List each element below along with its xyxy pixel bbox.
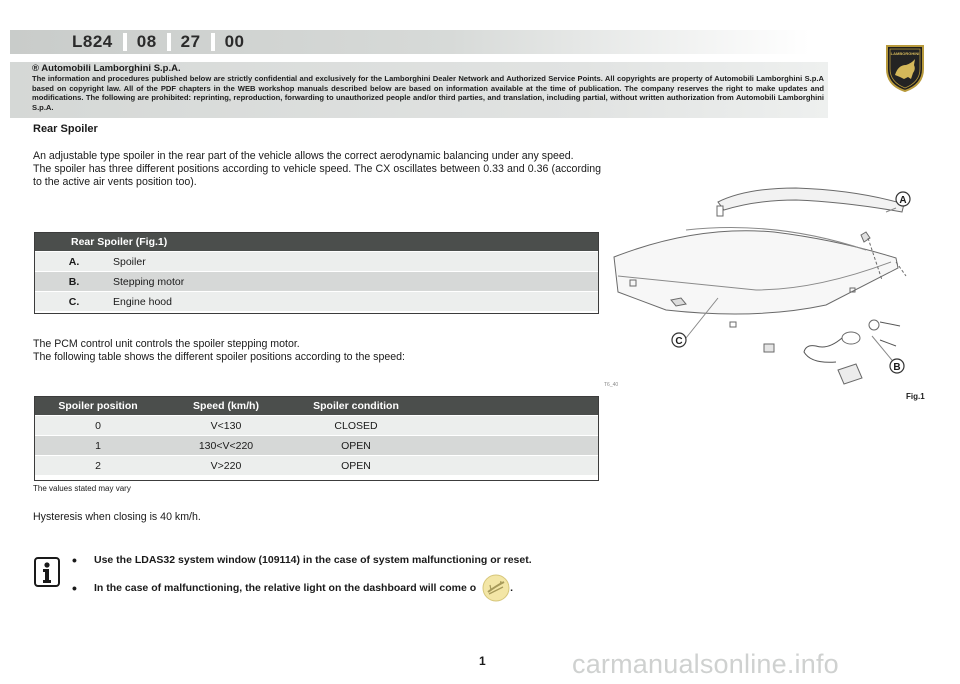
logo-text: LAMBORGHINI bbox=[890, 51, 920, 56]
bullet-dot: • bbox=[72, 580, 77, 596]
column-header-condition: Spoiler condition bbox=[313, 400, 399, 412]
hysteresis-text: Hysteresis when closing is 40 km/h. bbox=[33, 511, 201, 523]
label-a: A bbox=[899, 195, 907, 206]
label-b: B bbox=[893, 362, 901, 373]
intro-line-2: The spoiler has three different positions according to vehicle speed. The CX oscillates between 0.33 and 0.36 (according to the active air vents position too). bbox=[33, 163, 601, 188]
page-number: 1 bbox=[479, 654, 486, 668]
cell-position: 1 bbox=[95, 439, 101, 452]
intro-line-1: An adjustable type spoiler in the rear part of the vehicle allows the correct aerodynamic balancing under any speed. bbox=[33, 150, 574, 162]
pcm-line-2: The following table shows the different spoiler positions according to the speed: bbox=[33, 351, 405, 363]
code-model: L824 bbox=[72, 32, 113, 51]
cell-speed: V<130 bbox=[210, 419, 242, 432]
spoiler-warning-light-icon bbox=[482, 574, 510, 602]
rear-spoiler-figure bbox=[606, 180, 926, 390]
speed-table bbox=[34, 396, 599, 481]
label-c: C bbox=[675, 336, 683, 347]
code-procedure: 00 bbox=[224, 32, 245, 51]
intro-paragraph bbox=[33, 150, 601, 189]
parts-table-title: Rear Spoiler (Fig.1) bbox=[71, 236, 168, 248]
pcm-line-1: The PCM control unit controls the spoiler stepping motor. bbox=[33, 338, 300, 350]
part-description: Stepping motor bbox=[113, 275, 185, 288]
code-separator bbox=[211, 33, 215, 51]
part-description: Spoiler bbox=[113, 255, 146, 268]
copyright-title: ® Automobili Lamborghini S.p.A. bbox=[32, 63, 181, 74]
watermark: carmanualsonline.info bbox=[572, 649, 839, 679]
table-row bbox=[35, 291, 598, 311]
column-header-speed: Speed (km/h) bbox=[193, 400, 259, 412]
bullet-text: Use the LDAS32 system window (109114) in the case of system malfunctioning or reset. bbox=[94, 554, 532, 566]
cell-condition: OPEN bbox=[341, 439, 371, 452]
pcm-paragraph bbox=[33, 338, 405, 364]
part-letter: A. bbox=[68, 255, 80, 268]
bullet-text-end: . bbox=[510, 582, 514, 594]
lamborghini-shield-logo bbox=[882, 43, 928, 93]
info-icon bbox=[34, 557, 60, 587]
copyright-text: The information and procedures published below are strictly confidential and exclusively for the Lamborghini Dealer Network and Authorized Service Points. All copyrights are property of Automobili Lamborghini S.p.A based on copyright law. All of the PDF chapters in the WEB workshop manuals described below are based on information available at the time of publication. The company reserves the right to make updates and modifications. The following are prohibited: reprinting, reproduction, forwarding to unauthorized people and/or third parties, and translation, including partial, without written authorization from Automobili Lamborghini S.p.A. bbox=[32, 74, 824, 112]
column-header-position: Spoiler position bbox=[58, 400, 138, 412]
section-title: Rear Spoiler bbox=[33, 123, 98, 135]
cell-condition: OPEN bbox=[341, 459, 371, 472]
values-note: The values stated may vary bbox=[33, 484, 131, 493]
table-row bbox=[35, 271, 598, 291]
cell-speed: V>220 bbox=[210, 459, 242, 472]
table-row bbox=[35, 435, 598, 455]
list-item bbox=[72, 552, 532, 568]
code-group: 08 bbox=[136, 32, 157, 51]
figure-caption: Fig.1 bbox=[906, 392, 925, 401]
list-item bbox=[72, 580, 532, 596]
parts-table-header bbox=[35, 233, 598, 251]
table-row bbox=[35, 415, 598, 435]
part-letter: C. bbox=[68, 295, 80, 308]
document-codes bbox=[72, 31, 245, 53]
cell-position: 0 bbox=[95, 419, 101, 432]
part-description: Engine hood bbox=[113, 295, 172, 308]
cell-position: 2 bbox=[95, 459, 101, 472]
table-row bbox=[35, 455, 598, 475]
table-row bbox=[35, 251, 598, 271]
speed-table-header bbox=[35, 397, 598, 415]
info-bullets bbox=[72, 552, 532, 608]
cell-speed: 130<V<220 bbox=[198, 439, 254, 452]
code-separator bbox=[167, 33, 171, 51]
figure-code: T6_40 bbox=[604, 382, 619, 388]
bullet-text: In the case of malfunctioning, the relative light on the dashboard will come o bbox=[94, 582, 477, 594]
code-subgroup: 27 bbox=[180, 32, 201, 51]
code-separator bbox=[123, 33, 127, 51]
cell-condition: CLOSED bbox=[334, 419, 378, 432]
copyright-notice bbox=[10, 62, 828, 118]
bullet-dot: • bbox=[72, 552, 77, 568]
part-letter: B. bbox=[68, 275, 80, 288]
parts-table bbox=[34, 232, 599, 314]
